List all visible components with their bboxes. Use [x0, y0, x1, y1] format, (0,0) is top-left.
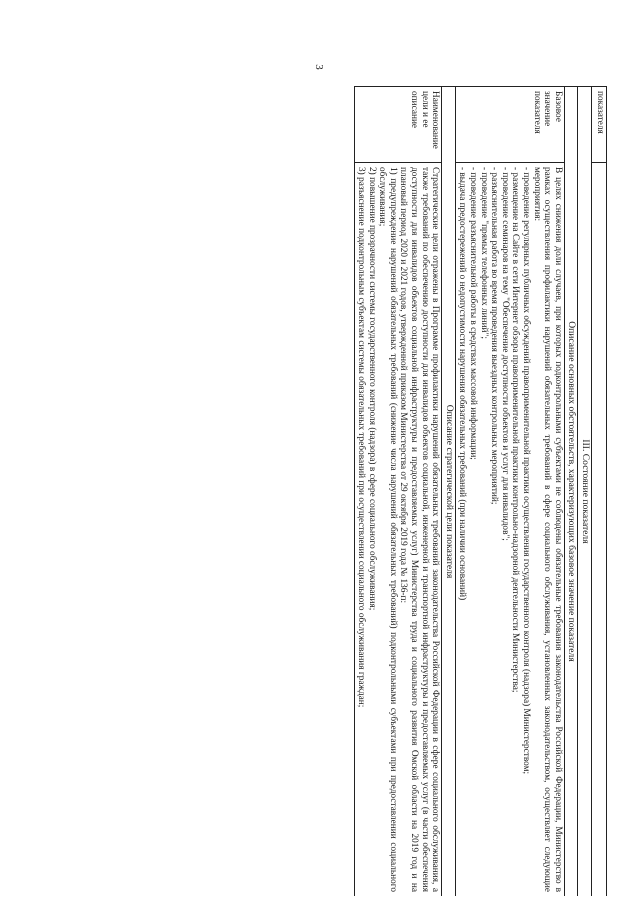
goals-item: 3) разъяснение подконтрольным субъектам системы обязательных требований при осуществлении социального обслуживания граждан;: [356, 167, 367, 708]
section-title: III. Состояние показателя: [578, 87, 592, 897]
subsection-title-row: [564, 87, 578, 897]
base-value-row: [455, 87, 564, 897]
goals-paragraph: Стратегические цели отражены в Программе профилактики нарушений обязательных требований законодательства Российской Федерации в сфере социального обслуживания, а также требований по обеспечению доступности для инвалидов объектов социальной, инженерной и транспортной инфраструктуры и предоставляемых услуг (в части обеспечения доступности для инвалидов объектов социальной инфраструктуры и предоставляемых услуг) Министерства труда и социального развития Омской области на 2019 год и на плановый период 2020 и 2021 годов, утвержденной приказом Министерства от 29 октября 2019 года № 136-п:: [398, 167, 441, 892]
header-row: [592, 87, 607, 897]
base-paragraph: В целях снижения доли случаев, при которых подконтрольными субъектами не соблюдены обязательные требования законодательства Российской Федерации, Министерство в рамках осуществления профилактики нарушений обязательных требований в сфере социального обслуживания, установленных законодательством, осуществляет следующие мероприятия:: [531, 167, 563, 892]
rotated-page: [95, 86, 607, 896]
section-title-row: [578, 87, 592, 897]
goals-section-title: Описание стратегической цели показателя: [442, 87, 456, 897]
base-item: - проведение семинаров на тему "Обеспечение доступности объектов и услуг для инвалидов";: [499, 167, 510, 541]
subsection-title: Описание основных обстоятельств, характеризующих базовое значение показателя: [564, 87, 578, 897]
indicator-table: [354, 86, 607, 896]
base-item: - проведение регулярных публичных обсуждений правоприменительной практики осуществления государственного контроля (надзора) Министерством;: [521, 167, 532, 775]
base-item: - проведение разъяснительной работы в средствах массовой информации;: [468, 167, 479, 460]
base-value-label: Базовое значение показателя: [455, 87, 564, 163]
base-item: - выдача предостережений о недопустимости нарушения обязательных требований (при наличии оснований): [457, 167, 468, 601]
base-item: - разъяснительная работа во время проведения выездных контрольных мероприятий;: [489, 167, 500, 505]
goals-item: 1) предупреждение нарушений обязательных требований (снижение числа нарушений обязательных требований) подконтрольными субъектами при предоставлении социального обслуживания;: [377, 167, 398, 892]
goals-content: [354, 163, 442, 897]
goals-item: 2) повышение прозрачности системы государственного контроля (надзора) в сфере социального обслуживания;: [366, 167, 377, 611]
goals-label: Наименование цели и ее описание: [354, 87, 442, 163]
base-value-content: [455, 163, 564, 897]
header-left-cell: показателя: [592, 87, 607, 163]
base-item: - проведение "прямых телефонных линий";: [478, 167, 489, 339]
page-number: 3: [313, 64, 325, 70]
landscape-content: [95, 86, 607, 896]
base-item: - размещение на Сайте в сети Интернет обзора правоприменительной практики контрольно-надзорной деятельности Министерства;: [510, 167, 521, 693]
goals-row: [354, 87, 442, 897]
header-right-cell: [592, 163, 607, 897]
goals-title-row: [442, 87, 456, 897]
